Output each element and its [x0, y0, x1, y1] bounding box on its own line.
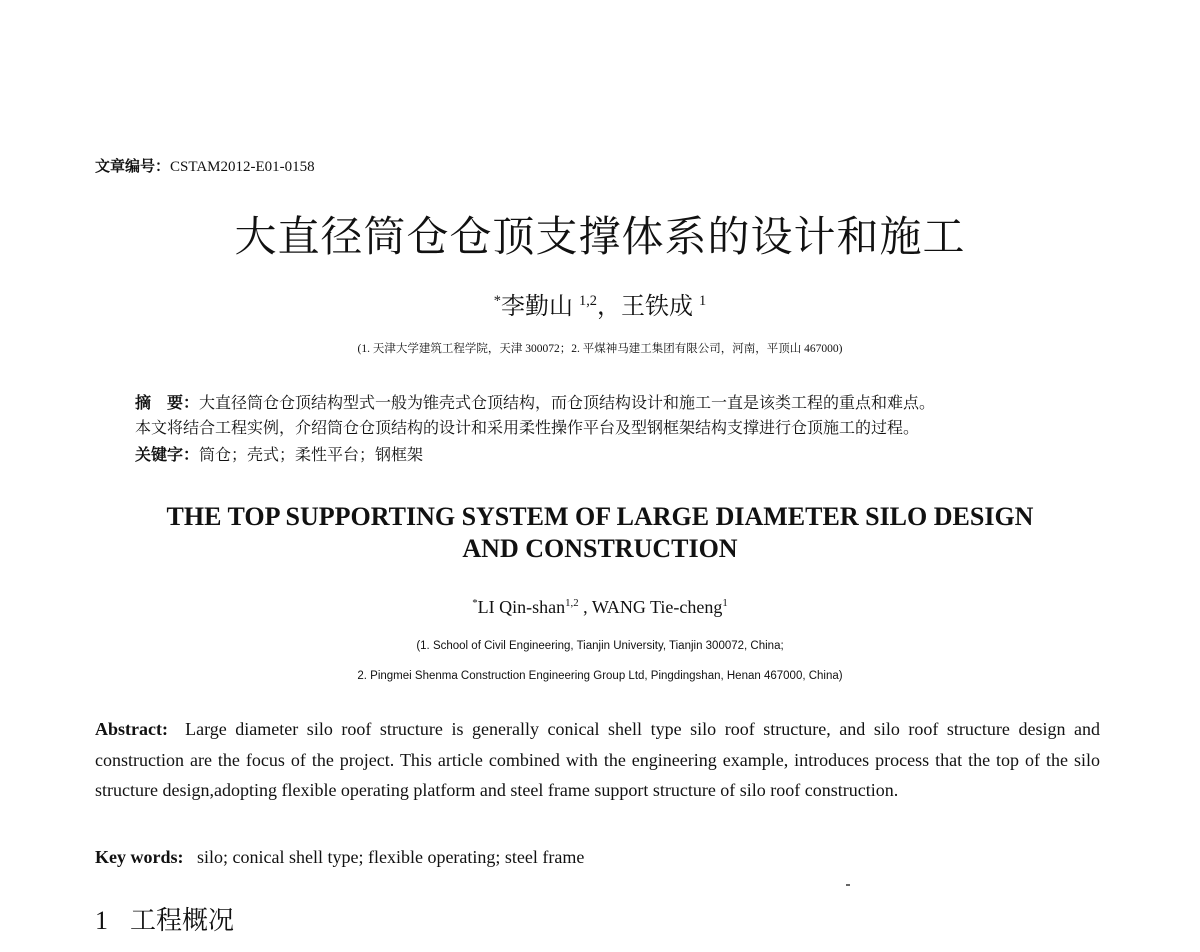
- en-author-2-affiliation-mark: 1: [722, 597, 728, 609]
- chinese-title: 大直径筒仓仓顶支撑体系的设计和施工: [234, 212, 966, 261]
- chinese-authors: [0, 286, 1200, 321]
- chinese-abstract-label: 摘 要：: [135, 393, 200, 412]
- stray-mark: [846, 884, 850, 886]
- chinese-keywords-label: 关键字：: [135, 445, 200, 464]
- chinese-keywords-text: 筒仓；壳式；柔性平台；钢框架: [199, 447, 424, 464]
- chinese-abstract-text-1: 大直径筒仓仓顶结构型式一般为锥壳式仓顶结构，而仓顶结构设计和施工一直是该类工程的重点和难点。: [199, 395, 936, 412]
- article-number: [95, 155, 315, 176]
- article-number-value: CSTAM2012-E01-0158: [170, 159, 315, 175]
- corresponding-mark: *: [493, 293, 501, 309]
- english-title-line-2: AND CONSTRUCTION: [462, 534, 738, 563]
- author-2-name: 王铁成: [621, 294, 693, 320]
- chinese-affiliation: (1. 天津大学建筑工程学院，天津 300072；2. 平煤神马建工集团有限公司，河南，平顶山 467000): [357, 343, 843, 355]
- article-number-label: 文章编号：: [95, 157, 171, 175]
- chinese-abstract-line-2: 本文将结合工程实例，介绍筒仓仓顶结构的设计和采用柔性操作平台及型钢框架结构支撑进行仓顶施工的过程。: [135, 420, 920, 437]
- section-heading: [95, 900, 234, 937]
- author-1-name: 李勤山: [501, 294, 573, 320]
- english-affiliation-line-2: 2. Pingmei Shenma Construction Engineering Group Ltd, Pingdingshan, Henan 467000, China): [357, 670, 843, 682]
- english-title-line-1: THE TOP SUPPORTING SYSTEM OF LARGE DIAMETER SILO DESIGN: [166, 502, 1034, 531]
- english-abstract-label: Abstract:: [95, 719, 168, 739]
- en-author-separator: ,: [578, 597, 592, 617]
- chinese-abstract-line-1: [135, 390, 1075, 417]
- english-abstract-text: Large diameter silo roof structure is generally conical shell type silo roof structure, and silo roof structure design and construction are the focus of the project. This article combined with the engineering example, introduces process that the top of the silo structure design,adopting flexible operating platform and steel frame support structure of silo roof construction.: [95, 719, 1100, 800]
- author-2-affiliation-mark: 1: [699, 293, 707, 309]
- english-affiliation-line-1: (1. School of Civil Engineering, Tianjin University, Tianjin 300072, China;: [416, 640, 784, 652]
- author-separator: ，: [597, 294, 621, 320]
- section-number: 1: [95, 906, 108, 935]
- english-authors: [0, 597, 1200, 618]
- section-title: 工程概况: [130, 906, 235, 936]
- en-author-1-affiliation-mark: 1,2: [565, 597, 579, 609]
- en-author-2-name: WANG Tie-cheng: [591, 597, 723, 617]
- chinese-keywords: [135, 442, 1075, 469]
- english-abstract: [95, 714, 1100, 806]
- en-corresponding-mark: *: [472, 597, 478, 609]
- en-author-1-name: LI Qin-shan: [477, 597, 566, 617]
- author-1-affiliation-mark: 1,2: [579, 293, 597, 309]
- english-keywords: [95, 847, 584, 868]
- english-title: [100, 501, 1100, 565]
- english-keywords-label: Key words:: [95, 847, 184, 867]
- english-keywords-text: silo; conical shell type; flexible operating; steel frame: [197, 847, 585, 867]
